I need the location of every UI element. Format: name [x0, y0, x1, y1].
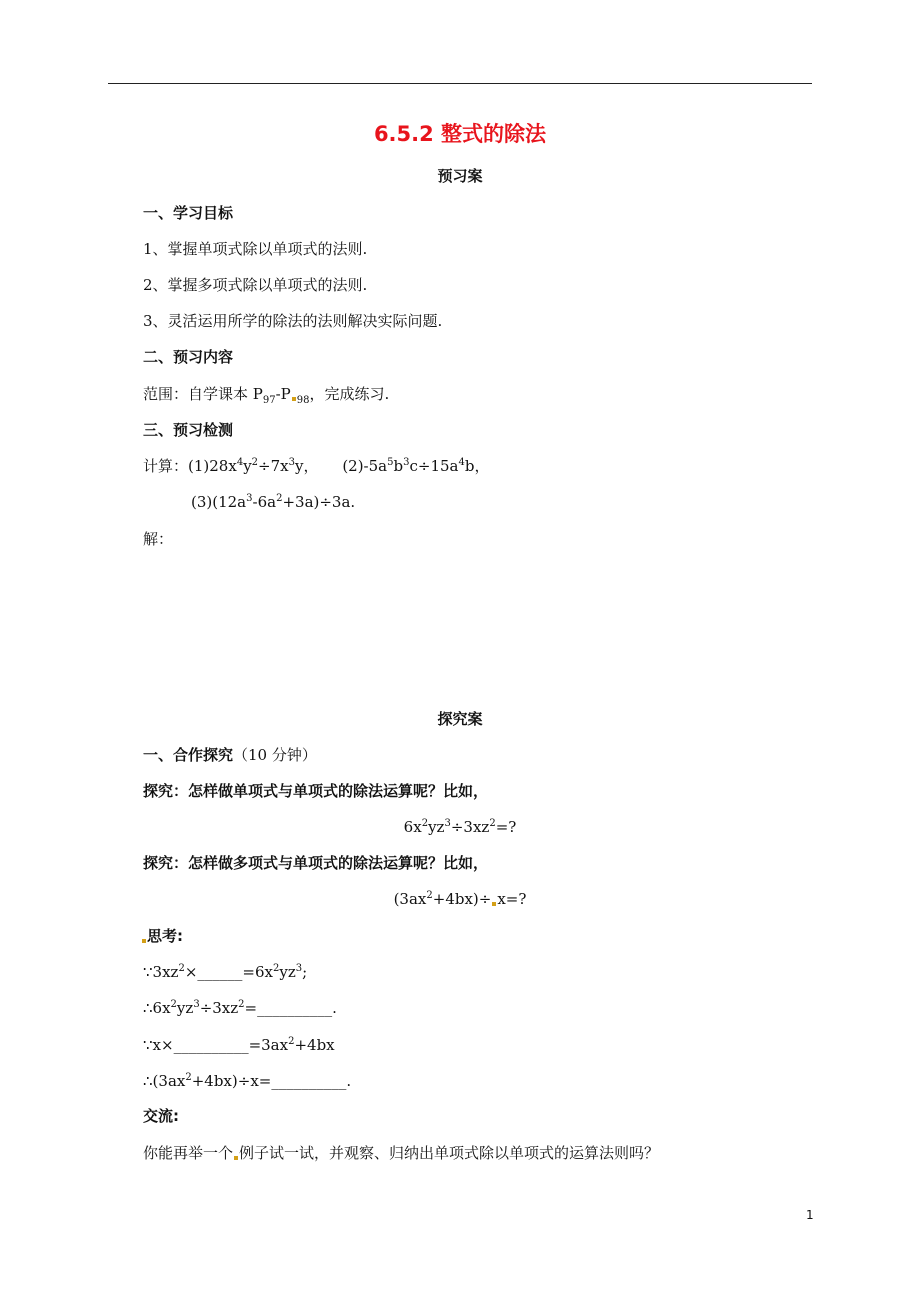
- think-line-2: $\therefore 6x^2yz^3\div 3xz^2=\_\_\_\_\_\_\_\_\_\_$.: [143, 999, 337, 1017]
- exchange-title: 交流:: [143, 1107, 179, 1125]
- goal-2: 2、掌握多项式除以单项式的法则.: [143, 276, 368, 294]
- mark-icon: [234, 1156, 238, 1160]
- goal-3: 3、灵活运用所学的除法的法则解决实际问题.: [143, 312, 443, 330]
- think-line-3: $\because x\times\_\_\_\_\_\_\_\_\_\_=3ax^2+4bx$: [143, 1036, 335, 1054]
- page-title: 6.5.2 整式的除法: [373, 122, 547, 146]
- section-check-title: 三、预习检测: [143, 421, 234, 439]
- mark-icon: [142, 939, 146, 943]
- section-content-title: 二、预习内容: [143, 348, 234, 366]
- mark-icon: [292, 397, 296, 401]
- exchange-text: 你能再举一个 例子试一试，并观察、归纳出单项式除以单项式的运算法则吗？: [143, 1144, 660, 1162]
- calc-line-2: $(3)(12a^3-6a^2+3a)\div 3a$.: [191, 493, 356, 511]
- explore-question-2: 探究：怎样做多项式与单项式的除法运算呢？比如，: [143, 854, 489, 872]
- calc-line-1: 计算：$(1)28x^4y^2\div 7x^3y$， $(2)-5a^5b^3c\div 15a^4b$，: [143, 457, 490, 475]
- example-2: $(3ax^2+4bx)\div x=$?: [393, 890, 527, 908]
- page-number: 1: [806, 1208, 814, 1222]
- think-line-1: $\because 3xz^2\times\_\_\_\_\_\_=6x^2yz^3$;: [143, 963, 308, 981]
- goal-1: 1、掌握单项式除以单项式的法则.: [143, 240, 368, 258]
- header-rule: [108, 83, 812, 84]
- example-1: $6x^2yz^3\div 3xz^2=$?: [403, 818, 517, 836]
- section-explore-title: 一、合作探究（10 分钟）: [143, 746, 317, 764]
- explore-heading: 探究案: [437, 710, 483, 728]
- think-line-4: $\therefore(3ax^2+4bx)\div x=\_\_\_\_\_\_\_\_\_\_$.: [143, 1072, 352, 1090]
- explore-question-1: 探究：怎样做单项式与单项式的除法运算呢？比如，: [143, 782, 489, 800]
- answer-label: 解：: [143, 530, 174, 548]
- preview-heading: 预习案: [437, 167, 483, 185]
- think-title: 思考:: [141, 926, 183, 946]
- section-goals-title: 一、学习目标: [143, 204, 234, 222]
- preview-range: 范围：自学课本 $P_{97}-P$ $_{98}$，完成练习.: [143, 385, 390, 406]
- mark-icon: [492, 902, 496, 906]
